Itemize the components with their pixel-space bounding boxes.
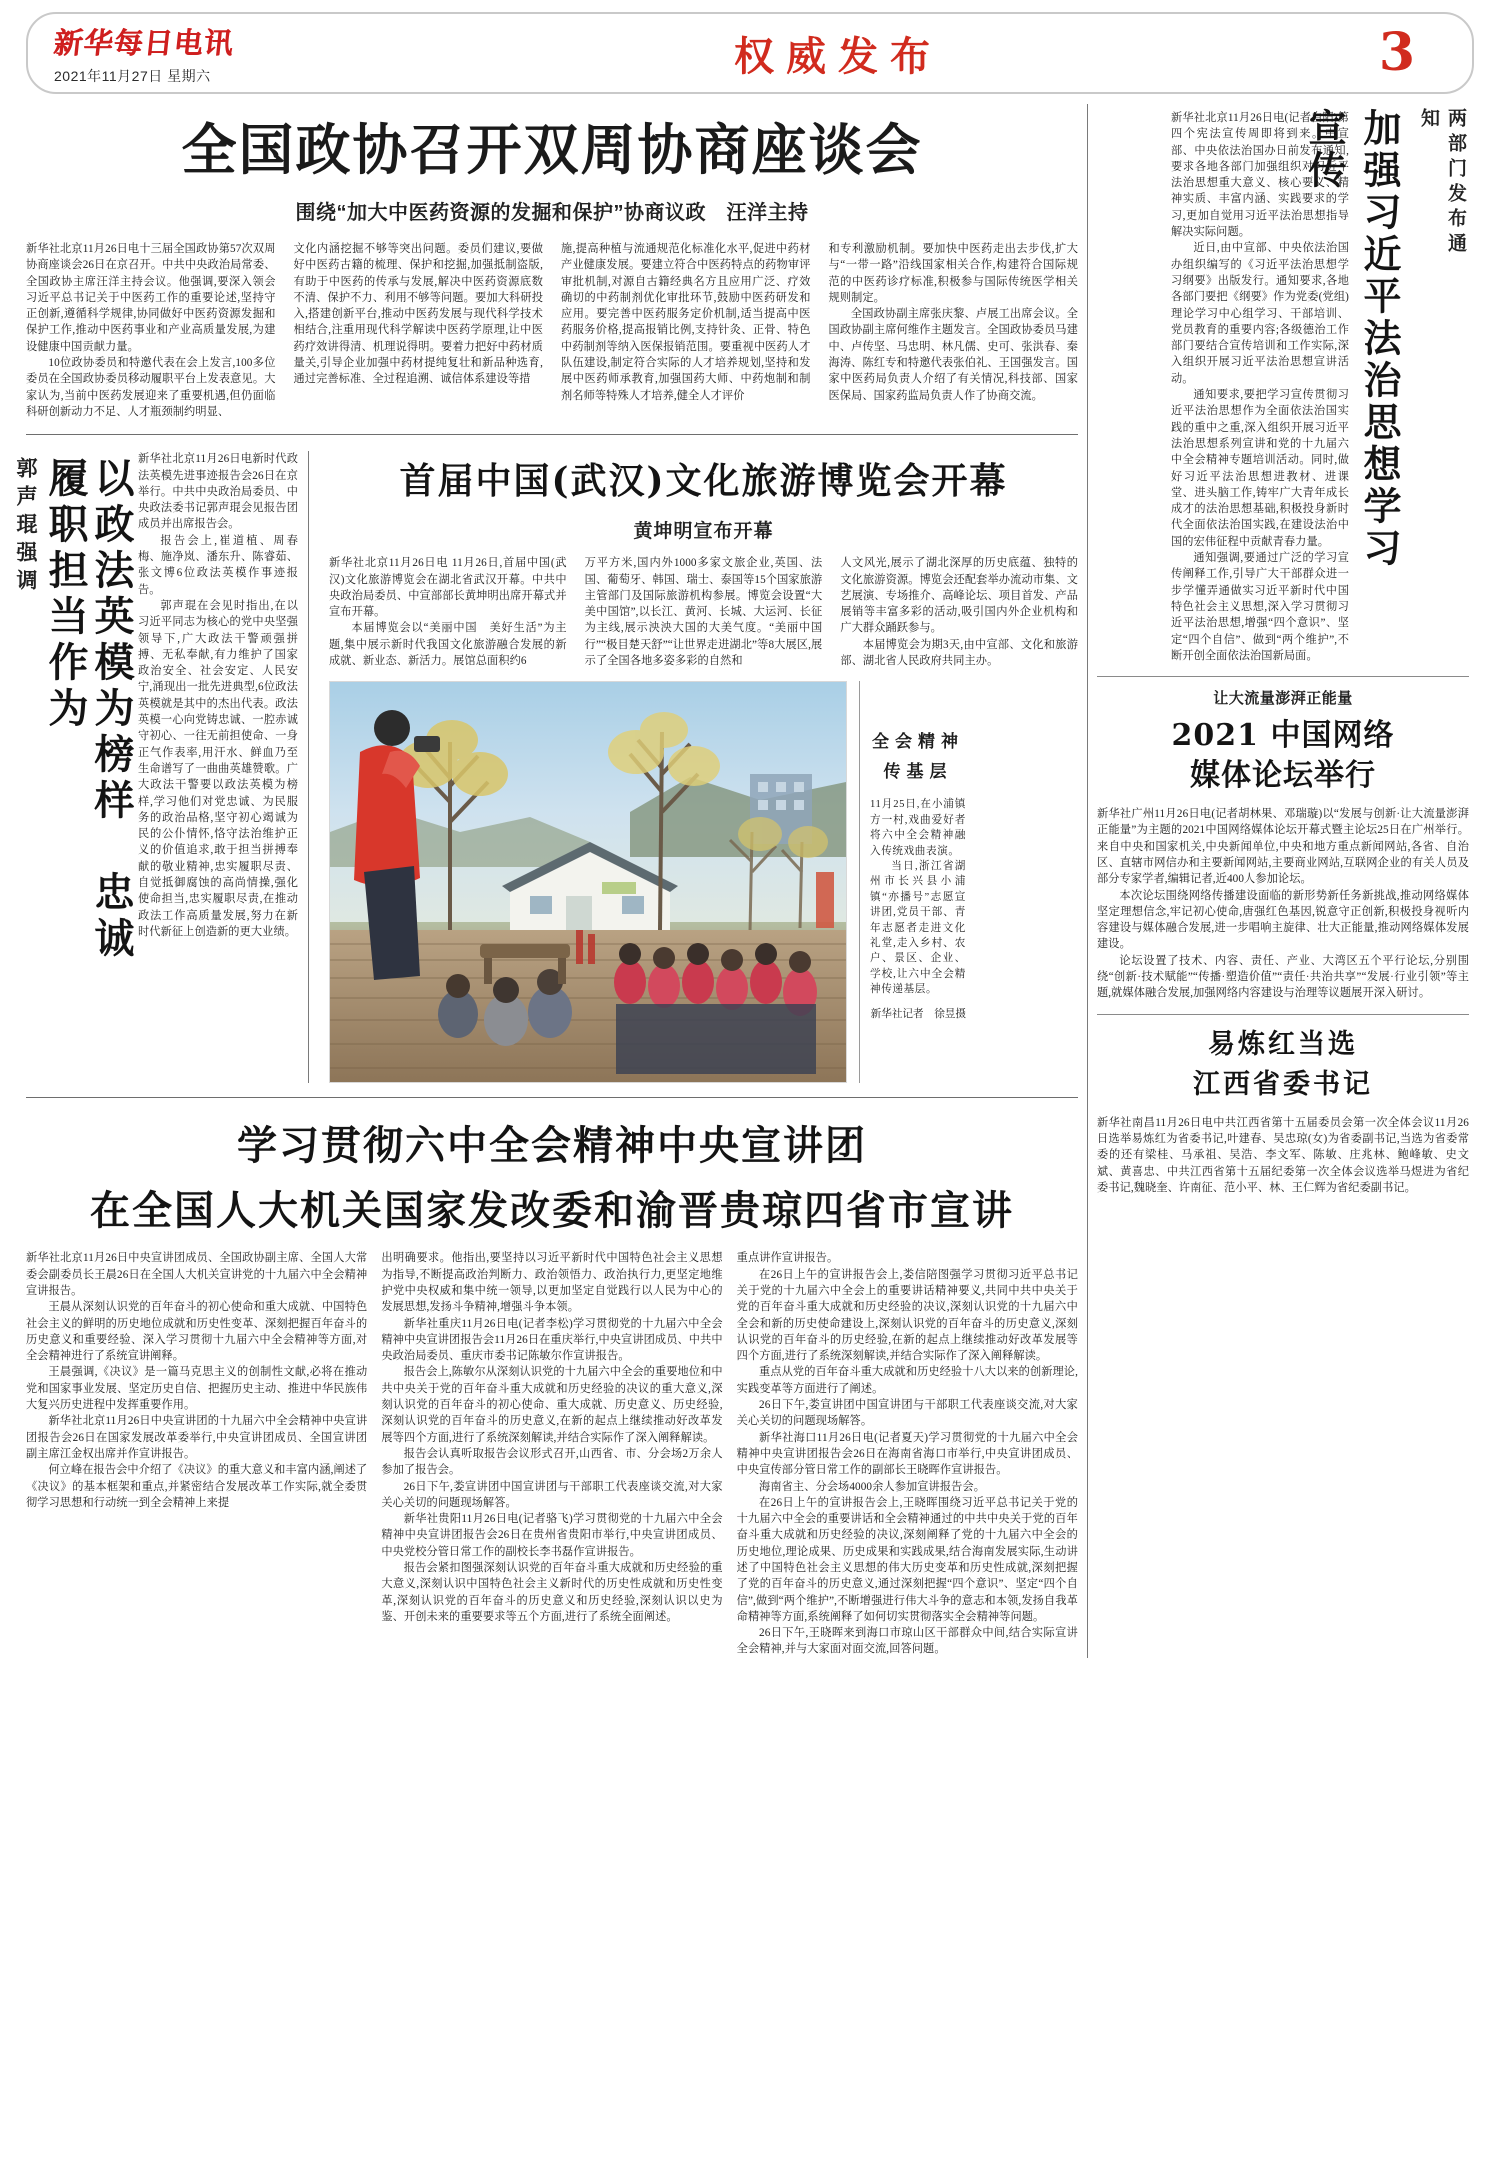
horizontal-divider xyxy=(26,1097,1078,1098)
newspaper-logo: 新华每日电讯 xyxy=(52,25,236,60)
masthead-left xyxy=(28,21,354,86)
article-column: 和专利激励机制。要加快中医药走出去步伐,扩大与“一带一路”沿线国家相关合作,构建符合国际规范的中医药诊疗标准,积极参与国际传统医学相关规则制定。 全国政协副主席张庆黎、卢展工出席会议。全国政协副主席何维作主题发言。全国政协委员马建中、卢传坚、马忠明、林凡儒、史可、张洪春、秦海涛、陈红专和特邀代表张伯礼、王国强发言。国家中医药局负责人介绍了有关情况,科技部、国家医保局、国家药监局负责人作了协商交流。 xyxy=(828,243,1078,402)
top-story-subhead: 围绕“加大中医药资源的发掘和保护”协商议政 汪洋主持 xyxy=(295,202,809,224)
bottom-story xyxy=(26,1114,1078,1657)
vertical-divider xyxy=(308,451,309,1083)
vertical-headline-kicker: 郭声琨强调 xyxy=(14,457,37,598)
vertical-headline: 加强习近平法治思想学习宣传 xyxy=(1302,108,1402,570)
right-story-3-body: 新华社南昌11月26日电中共江西省第十五届委员会第一次全体会议11月26日选举易炼红为省委书记,叶建春、吴忠琼(女)为省委副书记,当选为省委常委的还有梁桂、马承祖、吴浩、李文军、陈敏、庄兆林、鲍峰敏、史文斌、黄喜忠、中共江西省第十五届纪委第一次全体会议选举马煜进为省纪委书记,魏晓奎、许南征、范小平、林、王仁辉为省纪委副书记。 xyxy=(1097,1116,1469,1194)
mid-band xyxy=(14,451,1079,1083)
left-zone xyxy=(14,104,1079,1658)
right-story-1-kicker-block xyxy=(1407,104,1469,258)
right-story-2-title-line1: 2021 中国网络 xyxy=(1171,718,1395,754)
right-story-2 xyxy=(1097,687,1469,1002)
mid-story-subhead: 黄坤明宣布开幕 xyxy=(633,521,774,543)
mid-story-columns xyxy=(329,555,1078,669)
photo-illustration xyxy=(330,682,846,1082)
right-story-3-title-line2: 江西省委书记 xyxy=(1193,1068,1373,1100)
article-column: 出明确要求。他指出,要坚持以习近平新时代中国特色社会主义思想为指导,不断提高政治判断力、政治领悟力、政治执行力,更坚定地维护党中央权威和集中统一领导,以更加坚定自觉践行以人民为中心的发展思想,发扬斗争精神,增强斗争本领。 新华社重庆11月26日电(记者李松)学习贯彻党的十九届六中全会精神中央宣讲团报告会11月26日在重庆举行,中央宣讲团成员、中共中央政治局委员、重庆市委书记陈敏尔作宣讲报告。 报告会上,陈敏尔从深刻认识党的十九届六中全会的重要地位和中共中央关于党的百年奋斗重大成就和历史经验的决议的重大意义,深刻认识党的百年奋斗的初心使命、重大成就、历史意义、历史经验,深刻认识党的百年奋斗的历史意义,在新的起点上继续推动好改革发展等四个方面,进行了系统深刻解读,并结合实际作了深入阐释解读。 报告会认真听取报告会议形式召开,山西省、市、分会场2万余人参加了报告会。 26日下午,娄宣讲团中国宣讲团与干部职工代表座谈交流,对大家关心关切的问题现场解答。 新华社贵阳11月26日电(记者骆飞)学习贯彻党的十九届六中全会精神中央宣讲团报告会26日在贵州省贵阳市举行,中央宣讲团成员、中央党校分管日常工作的副校长李书磊作宣讲报告。 报告会紧扣图强深刻认识党的百年奋斗重大成就和历史经验的重大意义,深刻认识中国特色社会主义新时代的历史性成就和历史性变革,深刻认识党的百年奋斗的历史意义和历史经验,深刻认识以史为鉴、开创未来的重要要求等五个方面,进行了系统全面阐述。 xyxy=(381,1252,723,1623)
horizontal-divider xyxy=(1097,1014,1469,1015)
bottom-story-headline-line2: 在全国人大机关国家发改委和渝晋贵琼四省市宣讲 xyxy=(90,1187,1014,1235)
mid-center-story xyxy=(319,451,1078,1083)
mid-left-article-column: 新华社北京11月26日电新时代政法英模先进事迹报告会26日在京举行。中共中央政治局委员、中央政法委书记郭声琨会见报告团成员并出席报告会。 报告会上,崔道植、周春梅、施净岚、潘东升、陈睿茹、张文博6位政法英模作事迹报告。 郭声琨在会见时指出,在以习近平同志为核心的党中央坚强领导下,广大政法干警顽强拼搏、无私奉献,有力维护了国家政治安全、社会安定、人民安宁,涌现出一批先进典型,6位政法英模就是其中的杰出代表。政法英模一心向党铸忠诚、一腔赤诚守初心、一往无前担使命、一身正气作表率,用汗水、鲜血乃至生命谱写了一曲曲英雄赞歌。广大政法干警要以政法英模为榜样,学习他们对党忠诚、为民服务的政治品格,坚守初心竭诚为民的公仆情怀,恪守法治维护正义的价值追求,敢于担当拼搏奉献的敬业精神,忠实履职尽责、自觉抵御腐蚀的高尚情操,强化使命担当,忠实履职尽责,在推动政法工作高质量发展,努力在新时代新征上创造新的更大业绩。 xyxy=(138,453,298,938)
right-story-1-body: 新华社北京11月26日电(记者白阳)第四个宪法宣传周即将到来。中宣部、中央依法治国办日前发布通知,要求各地各部门加强组织对习近平法治思想重大意义、核心要义、精神实质、丰富内涵、实践要求的学习,更加自觉用习近平法治思想指导解决实际问题。 近日,由中宣部、中央依法治国办组织编写的《习近平法治思想学习纲要》出版发行。通知要求,各地各部门要把《纲要》作为党委(党组)理论学习中心组学习、干部培训、党员教育的重要内容;各级德治工作部门要结合宣传培训和工作实际,深入组织开展习近平法治思想宣讲活动。 通知要求,要把学习宣传贯彻习近平法治思想作为全面依法治国实践的重中之重,深入组织开展习近平法治思想系列宣讲和党的十九届六中全会精神专题培训活动。同时,做好习近平法治思想进教材、进课堂、进头脑工作,铸牢广大青年成长成才的法治思想基础,积极投身新时代全面依法治国实践,在建设法治中国的宏伟征程中贡献青春力量。 通知强调,要通过广泛的学习宣传阐释工作,引导广大干部群众进一步学懂弄通做实习近平新时代中国特色社会主义思想,深入学习贯彻习近平法治思想,增强“四个意识”、坚定“四个自信”、做到“两个维护”,不断开创全面依法治国新局面。 xyxy=(1171,112,1349,662)
photo-row xyxy=(329,681,1078,1083)
horizontal-divider xyxy=(1097,676,1469,677)
right-story-3-title-line1: 易炼红当选 xyxy=(1208,1028,1358,1060)
article-column: 万平方米,国内外1000多家文旅企业,英国、法国、葡萄牙、韩国、瑞士、泰国等15个国家旅游主管部门及国际旅游机构参展。博览会设置“大美中国馆”,以长江、黄河、长城、大运河、长征为主线,展示泱泱大国的大美气度。“美丽中国行”“极目楚天舒”“让世界走进湖北”等8大展区,展示了全国各地多姿多彩的自然和 xyxy=(584,557,823,668)
masthead-right xyxy=(1322,22,1472,83)
bottom-story-columns xyxy=(26,1250,1078,1657)
right-story-1-headline-block xyxy=(1302,104,1407,608)
article-column: 新华社北京11月26日电 11月26日,首届中国(武汉)文化旅游博览会在湖北省武汉开幕。中共中央政治局委员、中宣部部长黄坤明出席开幕式并宣布开幕。 本届博览会以“美丽中国 美好生活”为主题,集中展示新时代我国文化旅游融合发展的新成就、新业态、新活力。展馆总面积约6 xyxy=(329,557,567,668)
horizontal-divider xyxy=(26,434,1078,435)
article-column: 重点讲作宣讲报告。 在26日上午的宣讲报告会上,娄信陪图强学习贯彻习近平总书记关于党的十九届六中全会上的重要讲话精神要义,共同中共中央关于党的百年奋斗重大成就和历史经验的决议,深刻认识党的十九届六中全会和新的历史使命建设上,深刻认识党的百年奋斗的历史意义,深刻认识党的百年奋斗的历史经验,在新的起点上继续推动好改革发展等四个方面,进行了系统深刻解读,并结合实际作了深入阐释解读。 重点从党的百年奋斗重大成就和历史经验十八大以来的创新理论,实践变革等方面进行了阐述。 26日下午,娄宣讲团中国宣讲团与干部职工代表座谈交流,对大家关心关切的问题现场解答。 新华社海口11月26日电(记者夏天)学习贯彻党的十九届六中全会精神中央宣讲团报告会26日在海南省海口市举行,中央宣讲团成员、中央宣传部分管日常工作的副部长王晓晖作宣讲报告。 海南省主、分会场4000余人参加宣讲报告会。 在26日上午的宣讲报告会上,王晓晖围绕习近平总书记关于党的十九届六中全会的重要讲话和全会精神通过的中共中央关于党的百年奋斗重大成就和历史经验的决议,深刻阐释了党的十九届六中全会的历史地位,理论成果、历史成果和实践成果,结合海南发展实际,生动讲述了中国特色社会主义思想的伟大历史变革和历史性成就,深刻把握了党的百年奋斗的历史意义,通过深刻把握“四个意识”、坚定“四个自信”,做到“两个维护”,不断增强进行伟大斗争的意志和本领,发扬自我革命精神等方面,系统阐释了如何切实贯彻落实全会精神等问题。 26日下午,王晓晖来到海口市琼山区干部群众中间,结合实际宣讲全会精神,并与大家面对面交流,回答问题。 xyxy=(736,1252,1078,1656)
publication-date: 2021年11月27日 星期六 xyxy=(54,67,211,84)
mid-story-headline: 首届中国(武汉)文化旅游博览会开幕 xyxy=(399,460,1008,503)
vertical-kicker: 两部门发布通知 xyxy=(1418,108,1466,258)
masthead xyxy=(26,12,1474,94)
top-story-headline: 全国政协召开双周协商座谈会 xyxy=(181,117,923,182)
vertical-headline-main: 以政法英模为榜样 忠诚履职担当作为 xyxy=(42,457,135,964)
right-rail xyxy=(1097,104,1469,1658)
page-main xyxy=(14,104,1474,1658)
top-story-columns xyxy=(26,241,1078,420)
newspaper-page xyxy=(0,12,1500,2181)
photo-credit: 新华社记者 徐昱摄 xyxy=(870,1008,966,1020)
right-story-2-kicker: 让大流量澎湃正能量 xyxy=(1213,690,1353,708)
article-column: 人文风光,展示了湖北深厚的历史底蕴、独特的文化旅游资源。博览会还配套举办流动市集、文艺展演、专场推介、高峰论坛、项目首发、产品展销等丰富多彩的活动,吸引国内外企业机构和广大群众踊跃参与。 本届博览会为期3天,由中宣部、文化和旅游部、湖北省人民政府共同主办。 xyxy=(840,557,1079,668)
right-story-2-title-line2: 媒体论坛举行 xyxy=(1190,758,1376,794)
vertical-divider-main xyxy=(1087,104,1088,1658)
photo-caption-text: 11月25日,在小浦镇方一村,戏曲爱好者将六中全会精神融入传统戏曲表演。 当日,浙江省湖州市长兴县小浦镇“亦播号”志愿宣讲团,党员干部、青年志愿者走进文化礼堂,走入乡村、农户、景区、企业、学校,让六中全会精神传递基层。 xyxy=(870,799,966,996)
right-story-3 xyxy=(1097,1025,1469,1196)
photo-caption-title: 全会精神 传基层 xyxy=(872,732,964,782)
photo-caption-box xyxy=(859,681,966,1083)
right-story-2-body: 新华社广州11月26日电(记者胡林果、邓瑞璇)以“发展与创新·让大流量澎湃正能量”为主题的2021中国网络媒体论坛开幕式暨主论坛25日在广州举行。来自中央和国家机关,中央新闻单位,中央和地方重点新闻网站,各省、自治区、直辖市网信办和主要新闻网站,主要商业网站,互联网企业的有关人员及部分专家学者,编辑记者,近400人参加论坛。 本次论坛围绕网络传播建设面临的新形势新任务新挑战,推动网络媒体坚定理想信念,牢记初心使命,唐强红色基因,锐意守正创新,积极投身视听内容建设与媒体融合发展,进一步唱响主旋律、壮大正能量,推动网络媒体发展建设。 论坛设置了技术、内容、责任、产业、大湾区五个平行论坛,分别围绕“创新·技术赋能”“传播·塑造价值”“责任·共治共享”“发展·行业引领”等主题,就媒体融合发展,加强网络内容建设与治理等议题展开深入研讨。 xyxy=(1097,808,1469,1000)
page-number: 3 xyxy=(1378,22,1416,83)
right-story-1 xyxy=(1097,104,1469,664)
section-title: 权威发布 xyxy=(734,32,942,80)
mid-left-vertical-headline xyxy=(14,451,138,1083)
article-column: 文化内涵挖掘不够等突出问题。委员们建议,要做好中医药古籍的梳理、保护和挖掘,加强抵制盗版,有助于中医药的传承与发展,解决中医药资源底数不清、保护不力、利用不够等问题。要加大科研投入,搭建创新平台,推动中医药发展与现代科学技术相结合,注重用现代科学解读中医药学原理,让中医药疗效讲得清、机理说得明。要着力把好中药材质量关,引导企业加强中药材提纯复壮和新品种选育,通过完善标准、全过程追溯、诚信体系建设等措 xyxy=(293,243,543,386)
news-photo xyxy=(329,681,847,1083)
top-story xyxy=(26,118,1078,420)
article-column: 新华社北京11月26日电十三届全国政协第57次双周协商座谈会26日在京召开。中共中央政治局常委、全国政协主席汪洋主持会议。他强调,要深入领会习近平总书记关于中医药工作的重要论述,坚持守正创新,遵循科学规律,协同做好中医药资源发掘和保护工作,推动中医药事业和产业高质量发展,为建设健康中国贡献力量。 10位政协委员和特邀代表在会上发言,100多位委员在全国政协委员移动履职平台上发表意见。大家认为,当前中医药发展迎来了重要机遇,但仍面临科研创新动力不足、人才瓶颈制约明显、 xyxy=(26,243,276,418)
bottom-story-headline-line1: 学习贯彻六中全会精神中央宣讲团 xyxy=(237,1122,867,1170)
article-column: 新华社北京11月26日中央宣讲团成员、全国政协副主席、全国人大常委会副委员长王晨26日在全国人大机关宣讲党的十九届六中全会精神宣讲报告。 王晨从深刻认识党的百年奋斗的初心使命和重大成就、中国特色社会主义的鲜明的历史地位成就和历史性变革、深刻把握百年奋斗的历史意义和重要经验、深入学习贯彻十九届六中全会精神等方面,对全会精神进行了系统宣讲阐释。 王晨强调,《决议》是一篇马克思主义的创制性文献,必将在推动党和国家事业发展、坚定历史自信、把握历史主动、推进中华民族伟大复兴历史进程中发挥重要作用。 新华社北京11月26日中央宣讲团的十九届六中全会精神中央宣讲团报告会26日在国家发展改革委举行,中央宣讲团成员、全国宣讲团副主席江金权出席并作宣讲报告。 何立峰在报告会中介绍了《决议》的重大意义和丰富内涵,阐述了《决议》的基本框架和重点,并紧密结合发展改革工作实际,就全委贯彻学习思想和行动统一到全会精神上来提 xyxy=(26,1252,368,1509)
article-column: 施,提高种植与流通规范化标准化水平,促进中药材产业健康发展。要建立符合中医药特点的药物审评审批机制,对源自古籍经典名方且应用广泛、疗效确切的中药制剂优化审批环节,鼓励中医药研发和应用。要完善中医药服务定价机制,适当提高中医药服务价格,提高报销比例,支持针灸、正骨、特色中药制剂等纳入医保报销范围。要重视中医药人才队伍建设,制定符合实际的人才培养规划,坚持和发展中医药师承教育,加强国药大师、中药炮制和制剂名师等特殊人才培养,健全人才评价 xyxy=(561,243,811,402)
